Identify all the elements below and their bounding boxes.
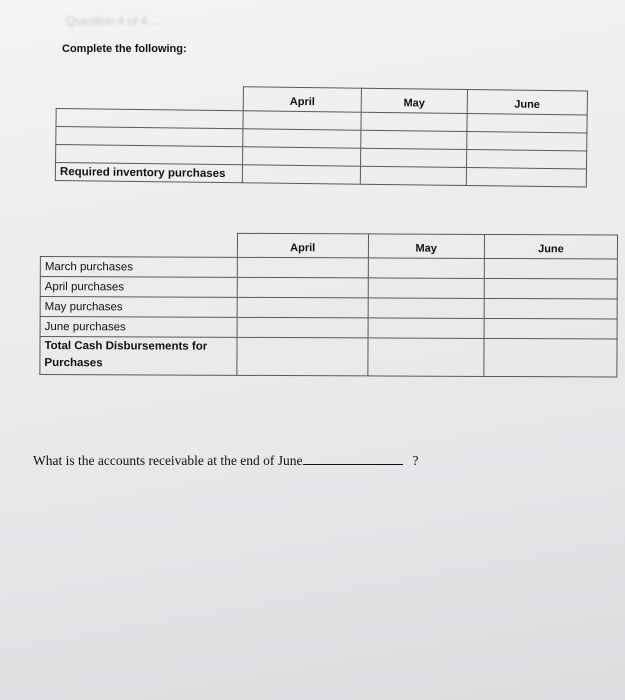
- column-header-april: April: [237, 233, 368, 258]
- row-label-april-purchases: April purchases: [40, 277, 237, 298]
- input-cell[interactable]: [484, 258, 617, 279]
- input-cell[interactable]: [361, 130, 467, 149]
- column-header-april: April: [243, 87, 361, 112]
- input-cell[interactable]: [368, 318, 485, 339]
- input-cell[interactable]: [243, 147, 361, 166]
- column-header-may: May: [368, 234, 485, 259]
- input-cell[interactable]: [237, 277, 368, 298]
- table-row: [40, 317, 617, 340]
- inventory-purchases-table: [55, 84, 588, 187]
- table-row: [40, 257, 617, 280]
- input-cell[interactable]: [466, 150, 587, 169]
- question-mark: ?: [412, 453, 419, 468]
- input-cell[interactable]: [237, 257, 368, 278]
- input-cell[interactable]: [237, 317, 368, 338]
- input-cell[interactable]: [361, 112, 467, 131]
- input-cell[interactable]: [368, 278, 485, 299]
- cash-disbursements-table: [39, 232, 618, 378]
- input-cell[interactable]: [237, 297, 368, 318]
- input-cell[interactable]: [237, 337, 368, 376]
- column-header-may: May: [361, 88, 467, 113]
- input-cell[interactable]: [367, 338, 484, 377]
- row-label: [56, 109, 243, 129]
- input-cell[interactable]: [484, 338, 617, 377]
- table-row: [40, 297, 617, 320]
- corner-cell: [40, 233, 237, 258]
- row-label: [56, 145, 243, 165]
- table-row: [40, 337, 617, 378]
- row-label-march-purchases: March purchases: [40, 257, 237, 278]
- input-cell[interactable]: [484, 318, 617, 339]
- row-label-june-purchases: June purchases: [40, 317, 237, 338]
- row-label-required-inventory: Required inventory purchases: [55, 163, 242, 183]
- question-text: What is the accounts receivable at the end of June: [33, 453, 303, 468]
- input-cell[interactable]: [360, 166, 466, 185]
- accounts-receivable-question: [33, 452, 419, 469]
- input-cell[interactable]: [243, 111, 361, 130]
- input-cell[interactable]: [484, 278, 617, 299]
- corner-cell: [56, 85, 243, 111]
- faded-header: Question 4 of 4 ...: [66, 14, 161, 28]
- table-row: [40, 277, 617, 300]
- input-cell[interactable]: [368, 258, 485, 279]
- answer-blank[interactable]: [303, 452, 403, 465]
- input-cell[interactable]: [466, 168, 587, 187]
- input-cell[interactable]: [368, 298, 485, 319]
- row-label-may-purchases: May purchases: [40, 297, 237, 318]
- input-cell[interactable]: [484, 298, 617, 319]
- input-cell[interactable]: [242, 165, 360, 184]
- row-label-total-cash-disbursements: Total Cash Disbursements for Purchases: [40, 337, 237, 376]
- column-header-june: June: [467, 90, 588, 115]
- column-header-june: June: [484, 234, 617, 259]
- input-cell[interactable]: [243, 129, 361, 148]
- page-title: Complete the following:: [62, 43, 187, 55]
- input-cell[interactable]: [361, 148, 467, 167]
- input-cell[interactable]: [467, 114, 588, 133]
- row-label: [56, 127, 243, 147]
- input-cell[interactable]: [466, 132, 587, 151]
